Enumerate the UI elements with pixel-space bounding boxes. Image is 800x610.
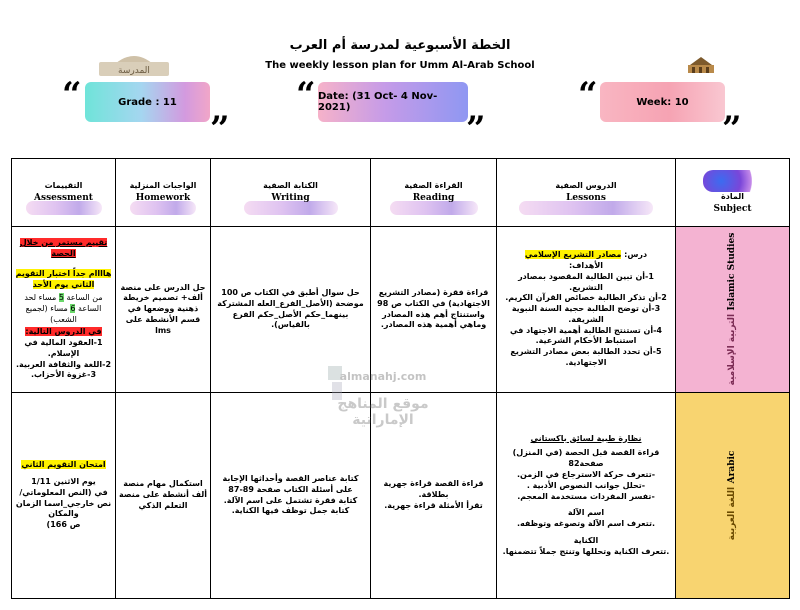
list-item: 5-أن تحدد الطالبة بعض مصادر التشريع الاجتهادية. — [510, 347, 662, 368]
list-item: -تحلل جوانب النصوص الأدبية . — [526, 480, 646, 490]
emblem-icon — [686, 55, 716, 75]
list-item: -تتعرف حركة الاسترجاع في الزمن. — [516, 469, 656, 479]
header-writing: الكتابة الصفية Writing — [211, 159, 371, 227]
list-item: 1-أن تبين الطالبة المقصود بمصادر التشريع. — [518, 271, 654, 292]
list-item: 3-غزوة الأحزاب. — [30, 370, 97, 380]
assessment-cell: امتحان التقويم الثاني يوم الاثنين 1/11 في (النص المعلوماتي/نص خارجي_اسما الزمان والمكان ص 166) — [12, 393, 116, 599]
week-banner: Week: 10 — [600, 82, 725, 122]
writing-cell: كتابة عناصر القصة وأحداثها الإجابة على أسئلة الكتاب صفحة 89-87 كتابة فقرة تشتمل على اسم الآلة. كتابة جمل توظف فيها الكناية. — [211, 393, 371, 599]
quote-mark-close-icon: ” — [210, 109, 230, 149]
homework-cell: حل الدرس على منصة ألف+ تصميم خريطة ذهنية ووضعها في قسم الأنشطة على lms — [116, 227, 211, 393]
homework-cell: استكمال مهام منصة ألف أنشطة على منصة التعلم الذكي — [116, 393, 211, 599]
list-item: .تتعرف اسم الآلة وتصوغه وتوظفه. — [516, 519, 656, 529]
assessment-cell: تقييم مستمر من خلال الحصة هاااام جداً اختبار التقويم الثاني يوم الأحد من الساعة 5 مساء لحد الساعة 6 مساء (لجميع الشعب) في الدروس التالية: 1-العقود المالية في الإسلام. 2-اللغة والثقافة العربية. 3-غزوة الأحزاب. — [12, 227, 116, 393]
header-subject: المادة Subject — [676, 159, 790, 227]
lessons-cell: درس: مصادر التشريع الإسلامي الأهداف: 1-أن تبين الطالبة المقصود بمصادر التشريع. 2-أن تذكر الطالبة خصائص القرآن الكريم. 3-أن توضح الطالبة حجية السنة النبوية الشريفة. 4-أن تستنتج الطالبة أهمية الاجتهاد في استنباط الأحكام الشرعية. 5-أن تحدد الطالبة بعض مصادر التشريع الاجتهادية. — [497, 227, 676, 393]
date-banner: Date: (31 Oct- 4 Nov-2021) — [318, 82, 468, 122]
page-title-english: The weekly lesson plan for Umm Al-Arab School — [265, 60, 535, 71]
watermark: almanahj.com موقع المناهج الإماراتية — [318, 362, 448, 432]
quote-mark-open-icon: “ — [578, 75, 598, 115]
list-item: 3-أن توضح الطالبة حجية السنة النبوية الشريفة. — [511, 304, 661, 324]
table-header-row — [12, 159, 790, 227]
list-item: 4-أن تستنتج الطالبة أهمية الاجتهاد في استنباط الأحكام الشرعية. — [510, 325, 662, 346]
list-item: -تفسر المفردات مستخدمة المعجم. — [517, 491, 655, 501]
subject-cell-arabic: اللغة العربية Arabic — [676, 393, 790, 599]
quote-mark-close-icon: ” — [466, 109, 486, 149]
header-reading: القراءة الصفية Reading — [371, 159, 497, 227]
school-logo-text: المدرسة — [118, 66, 150, 76]
page-title-arabic: الخطة الأسبوعية لمدرسة أم العرب — [289, 38, 511, 53]
list-item: .تتعرف الكناية وتحللها وتنتج جملاً تتضمنها. — [502, 546, 670, 556]
list-item: 2-اللغة والثقافة العربية. — [15, 359, 112, 369]
quote-mark-open-icon: “ — [62, 75, 82, 115]
school-logo — [95, 50, 173, 78]
grade-banner: Grade : 11 — [85, 82, 210, 122]
reading-cell: قراءة فقرة (مصادر التشريع الاجتهادية) في الكتاب ص 98 واستنتاج أهم هذه المصادر وماهي أهمية هذه المصادر. — [371, 227, 497, 393]
header-lessons: الدروس الصفية Lessons — [497, 159, 676, 227]
quote-mark-close-icon: ” — [722, 109, 742, 149]
header-assessment: التقييمات Assessment — [12, 159, 116, 227]
subject-cell-islamic: التربية الإسلامية Islamic Studies — [676, 227, 790, 393]
reading-cell: قراءة القصة قراءة جهرية بطلاقة. تقرأ الأمثلة قراءة جهرية. — [371, 393, 497, 599]
header-homework: الواجبات المنزلية Homework — [116, 159, 211, 227]
list-item: 2-أن تذكر الطالبة خصائص القرآن الكريم. — [505, 293, 667, 303]
writing-cell: حل سوال أطبق في الكتاب ص 100 موضحة (الأصل_الفرع_العله المشتركة بينهما_حكم الأصل_حكم الفرع بالقياس). — [211, 227, 371, 393]
ink-splash-decoration — [703, 170, 763, 192]
lessons-cell: نظارة طبية لسائق باكستاني قراءة القصة قبل الحصة (في المنزل) صفحة82 -تتعرف حركة الاسترجاع في الزمن. -تحلل جوانب النصوص الأدبية . -تفسر المفردات مستخدمة المعجم. اسم الآلة .تتعرف اسم الآلة وتصوغه وتوظفه. الكناية .تتعرف الكناية وتحللها وتنتج جملاً تتضمنها. — [497, 393, 676, 599]
list-item: 1-العقود المالية في الإسلام. — [24, 338, 103, 358]
quote-mark-open-icon: “ — [296, 75, 316, 115]
